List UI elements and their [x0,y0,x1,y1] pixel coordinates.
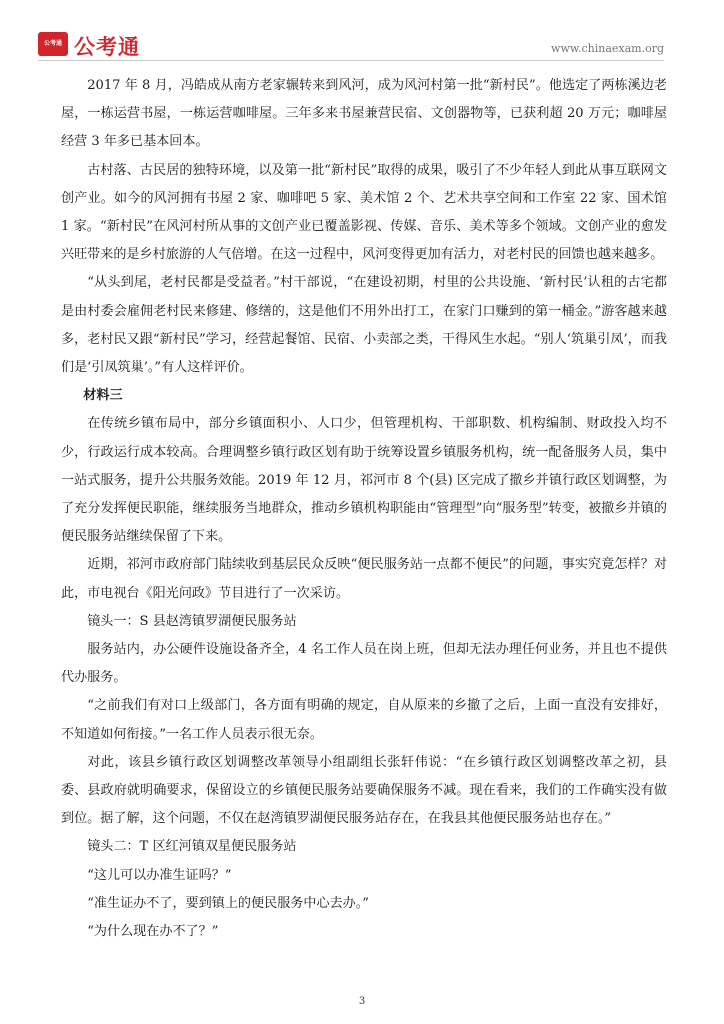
dialogue-line: “为什么现在办不了？” [87,924,219,940]
paragraph: “之前我们有对口上级部门，各方面有明确的规定，自从原来的乡撤了之后，上面一直没有安排好，不知道如何衔接。”一名工作人员表示很无奈。 [61,698,667,742]
paragraph: 近期，祁河市政府部门陆续收到基层民众反映“便民服务站一点都不便民”的问题，事实究竟怎样？对此，市电视台《阳光问政》节目进行了一次采访。 [61,557,667,601]
document-body [61,72,667,946]
paragraph: 在传统乡镇布局中，部分乡镇面积小、人口少，但管理机构、干部职数、机构编制、财政投入均不少，行政运行成本较高。合理调整乡镇行政区划有助于统筹设置乡镇服务机构，统一配备服务人员，集中一站式服务，提升公共服务效能。2019 年 12 月，祁河市 8 个(县) 区完成了撤乡并镇行政区划调整，为了充分发挥便民职能，继续服务当地群众，推动乡镇机构职能由“管理型”向“服务型”转变，被撤乡并镇的便民服务站继续保留了下来。 [61,416,667,545]
paragraph: “从头到尾，老村民都是受益者。”村干部说，“在建设初期，村里的公共设施、‘新村民’认租的古宅都是由村委会雇佣老村民来修建、修缮的，这是他们不用外出打工，在家门口赚到的第一桶金。”游客越来越多，老村民又跟“新村民”学习，经营起餐馆、民宿、小卖部之类，干得风生水起。“别人‘筑巢引凤’，而我们是‘引凤筑巢’。”有人这样评价。 [61,275,667,376]
header-divider [38,60,664,61]
paragraph: 对此，该县乡镇行政区划调整改革领导小组副组长张轩伟说：“在乡镇行政区划调整改革之初，县委、县政府就明确要求，保留设立的乡镇便民服务站要确保服务不减。现在看来，我们的工作确实没有做到位。据了解，这个问题，不仅在赵湾镇罗湖便民服务站存在，在我县其他便民服务站也存在。” [61,754,667,827]
site-url[interactable]: www.chinaexam.org [551,42,664,55]
dialogue-line: “准生证办不了，要到镇上的便民服务中心去办。” [87,895,369,911]
section-heading: 材料三 [83,388,123,404]
paragraph: 服务站内，办公硬件设施设备齐全，4 名工作人员在岗上班，但却无法办理任何业务，并且也不提供代办服务。 [61,642,667,686]
page-number: 3 [358,996,366,1007]
logo-text: 公考通 [74,35,140,59]
paragraph: 2017 年 8 月，冯皓成从南方老家辗转来到风河，成为风河村第一批“新村民”。他选定了两栋溪边老屋，一栋运营书屋，一栋运营咖啡屋。三年多来书屋兼营民宿、文创器物等，已获利超 20 万元；咖啡屋经营 3 年多已基本回本。 [61,78,667,150]
subheading-scene-2: 镜头二：T 区红河镇双星便民服务站 [87,839,297,855]
subheading-scene-1: 镜头一：S 县赵湾镇罗湖便民服务站 [87,613,297,629]
logo-badge: 公考通 [38,32,68,56]
dialogue-line: “这儿可以办准生证吗？” [87,867,232,883]
page-header [38,32,664,62]
paragraph: 古村落、古民居的独特环境，以及第一批“新村民”取得的成果，吸引了不少年轻人到此从事互联网文创产业。如今的风河拥有书屋 2 家、咖啡吧 5 家、美术馆 2 个、艺术共享空间和工作室 22 家、国术馆 1 家。“新村民”在风河村所从事的文创产业已覆盖影视、传媒、音乐、美术等多个领域。文创产业的愈发兴旺带来的是乡村旅游的人气倍增。在这一过程中，风河变得更加有活力，对老村民的回馈也越来越多。 [61,162,667,263]
